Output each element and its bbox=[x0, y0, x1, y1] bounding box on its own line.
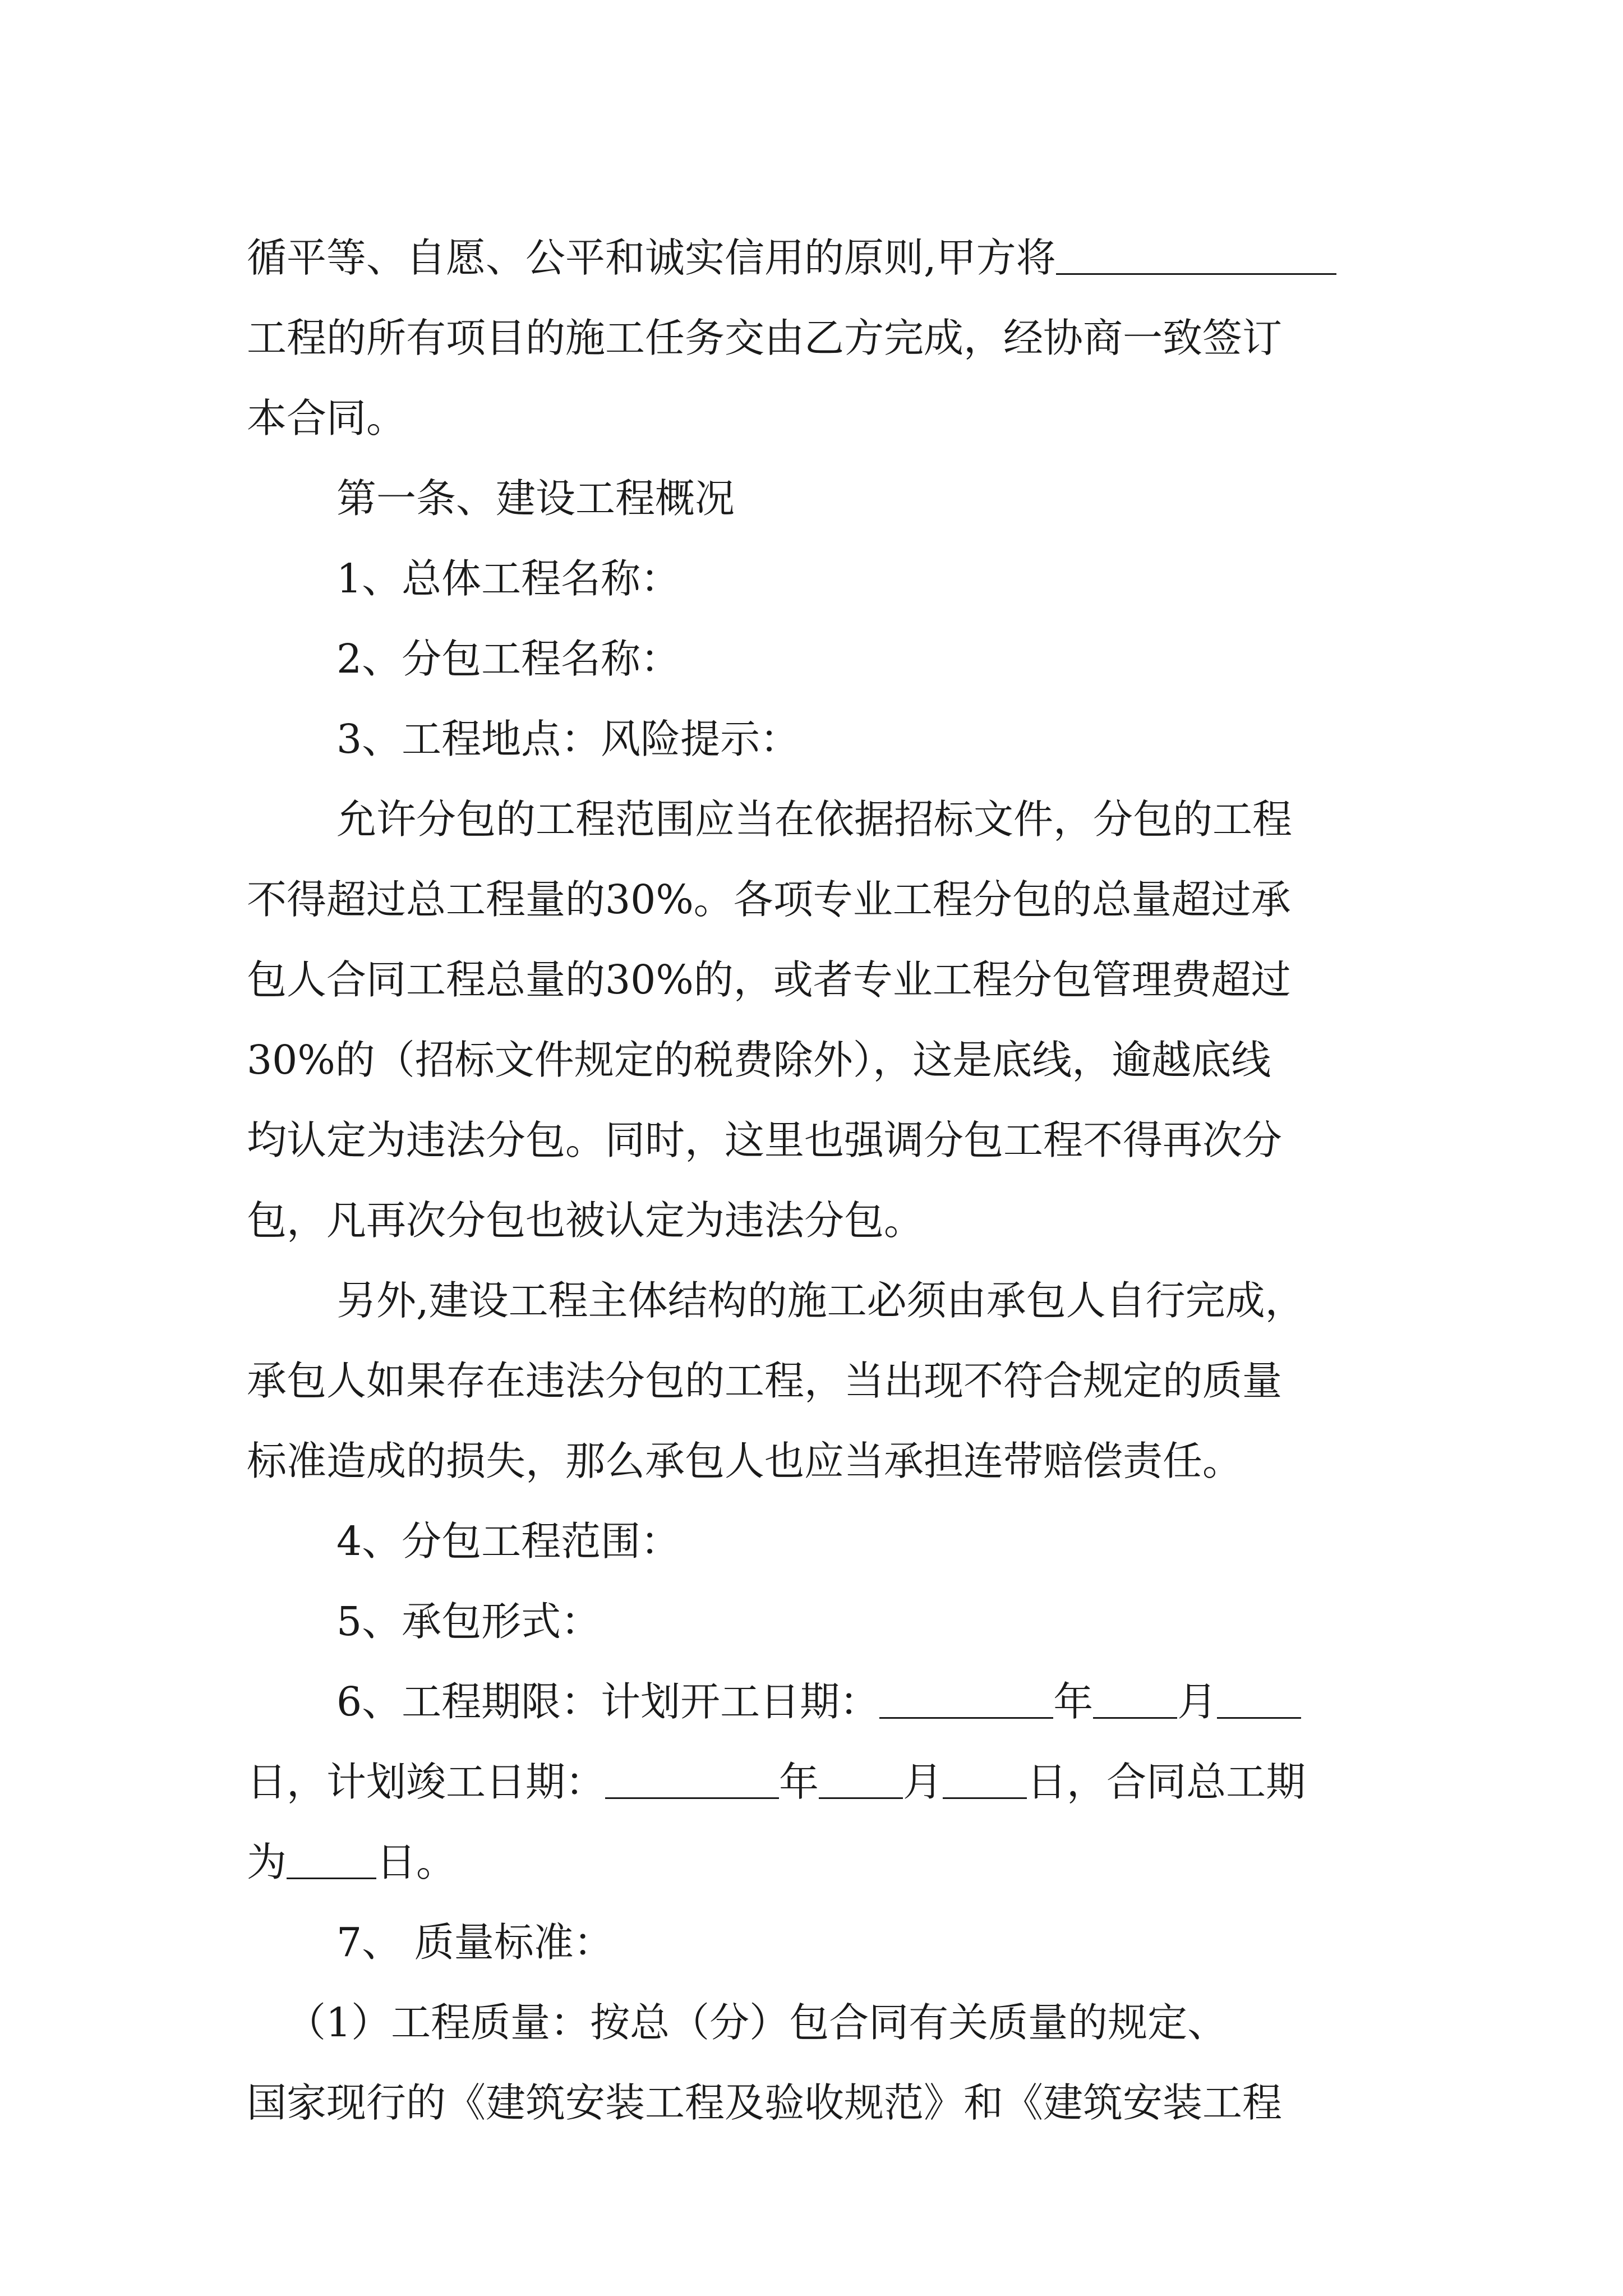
line-text: （1）工程质量：按总（分）包合同有关质量的规定、 bbox=[286, 1999, 1228, 2046]
line-text: 另外,建设工程主体结构的施工必须由承包人自行完成， bbox=[336, 1277, 1305, 1324]
line-text: 承包人如果存在违法分包的工程，当出现不符合规定的质量 bbox=[247, 1358, 1283, 1404]
item-text: 4、分包工程范围： bbox=[336, 1518, 681, 1565]
paragraph-line bbox=[247, 298, 1376, 378]
paragraph-line bbox=[247, 1180, 1376, 1260]
line-text: 包人合同工程总量的30%的，或者专业工程分包管理费超过 bbox=[247, 956, 1291, 1003]
paragraph-line bbox=[247, 1020, 1376, 1100]
line-text: 标准造成的损失，那么承包人也应当承担连带赔偿责任。 bbox=[247, 1438, 1243, 1484]
section-heading bbox=[247, 458, 1376, 539]
paragraph-line bbox=[247, 2063, 1376, 2143]
blank-field[interactable] bbox=[1056, 233, 1336, 275]
list-item bbox=[247, 1501, 1376, 1581]
paragraph-line bbox=[247, 378, 1376, 458]
start-month-blank[interactable] bbox=[1093, 1677, 1177, 1719]
list-item bbox=[247, 1902, 1376, 1982]
item-text: 1、总体工程名称： bbox=[336, 555, 681, 602]
item-text: 3、工程地点：风险提示： bbox=[336, 716, 800, 762]
line-text: 包，凡再次分包也被认定为违法分包。 bbox=[247, 1197, 924, 1244]
item-text: 7、 质量标准： bbox=[336, 1919, 614, 1966]
month-label: 月 bbox=[1177, 1678, 1218, 1725]
item-text: 6、工程期限：计划开工日期： bbox=[336, 1678, 880, 1725]
year-label: 年 bbox=[1053, 1678, 1094, 1725]
paragraph-line bbox=[247, 1822, 1376, 1902]
item-text: 2、分包工程名称： bbox=[336, 636, 681, 682]
paragraph-line bbox=[247, 1100, 1376, 1180]
item-text: 5、承包形式： bbox=[336, 1598, 601, 1645]
start-year-blank[interactable] bbox=[879, 1677, 1053, 1719]
list-item bbox=[247, 619, 1376, 699]
period-end-label: 日。 bbox=[376, 1839, 457, 1885]
paragraph-line bbox=[247, 1260, 1376, 1341]
line-text: 为 bbox=[247, 1839, 287, 1885]
paragraph-line bbox=[247, 1982, 1376, 2063]
year-label: 年 bbox=[779, 1759, 819, 1805]
line-text: 允许分包的工程范围应当在依据招标文件，分包的工程 bbox=[336, 796, 1293, 843]
paragraph-line bbox=[247, 940, 1376, 1020]
list-item bbox=[247, 699, 1376, 779]
heading-text: 第一条、建设工程概况 bbox=[336, 475, 735, 522]
line-text: 工程的所有项目的施工任务交由乙方完成，经协商一致签订 bbox=[247, 315, 1283, 361]
paragraph-line bbox=[247, 1421, 1376, 1501]
list-item bbox=[247, 1662, 1376, 1742]
start-day-blank[interactable] bbox=[1217, 1677, 1301, 1719]
contract-period-label: 合同总工期 bbox=[1106, 1759, 1306, 1805]
paragraph-line bbox=[247, 1341, 1376, 1421]
paragraph-line bbox=[247, 1742, 1376, 1822]
end-year-blank[interactable] bbox=[605, 1757, 779, 1799]
line-text: 30%的（招标文件规定的税费除外），这是底线，逾越底线 bbox=[247, 1037, 1271, 1083]
end-month-blank[interactable] bbox=[819, 1757, 903, 1799]
day-label: 日， bbox=[1027, 1759, 1107, 1805]
line-text: 本合同。 bbox=[247, 395, 407, 441]
line-text: 均认定为违法分包。同时，这里也强调分包工程不得再次分 bbox=[247, 1117, 1283, 1163]
line-text: 不得超过总工程量的30%。各项专业工程分包的总量超过承 bbox=[247, 876, 1291, 923]
paragraph-line bbox=[247, 859, 1376, 940]
line-text: 国家现行的《建筑安装工程及验收规范》和《建筑安装工程 bbox=[247, 2079, 1283, 2126]
period-days-blank[interactable] bbox=[287, 1838, 376, 1879]
month-label: 月 bbox=[903, 1759, 943, 1805]
list-item bbox=[247, 539, 1376, 619]
line-text: 循平等、自愿、公平和诚实信用的原则,甲方将 bbox=[247, 234, 1056, 281]
end-day-blank[interactable] bbox=[943, 1757, 1027, 1799]
paragraph-line bbox=[247, 779, 1376, 859]
document-body bbox=[247, 218, 1376, 2143]
paragraph-line bbox=[247, 218, 1376, 298]
line-text: 日，计划竣工日期： bbox=[247, 1759, 606, 1805]
list-item bbox=[247, 1581, 1376, 1662]
